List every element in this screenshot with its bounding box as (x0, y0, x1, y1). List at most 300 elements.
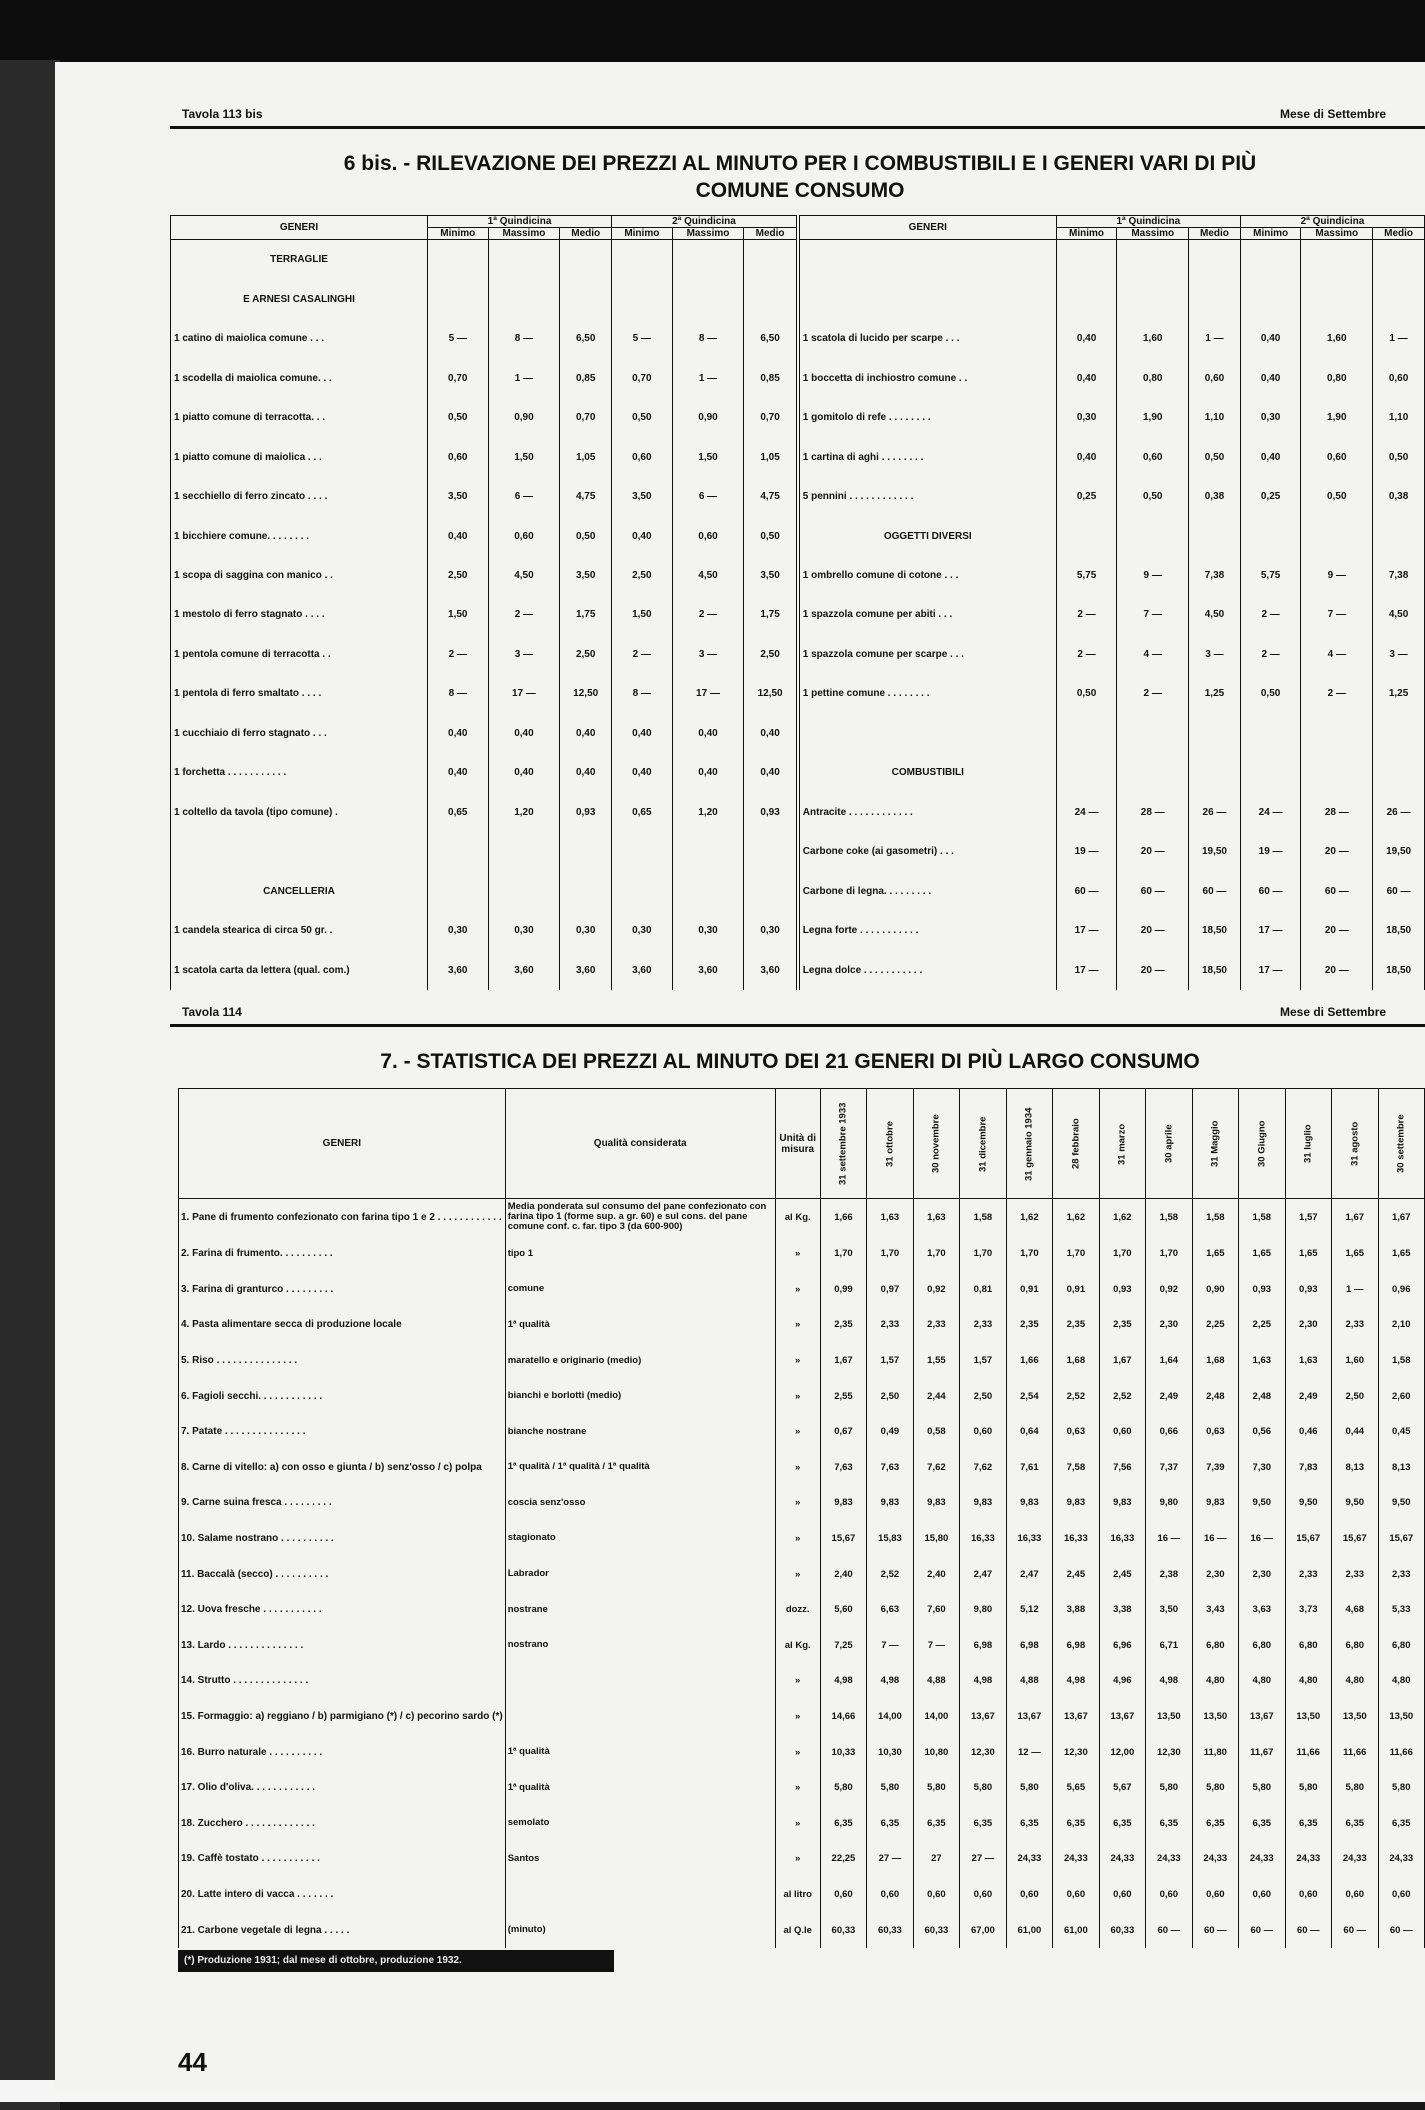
price-cell: 0,60 (913, 1877, 959, 1913)
price-cell: 1,62 (1053, 1199, 1099, 1236)
left-price-cell: 0,60 (672, 516, 744, 555)
table7-row (179, 1805, 1425, 1841)
price-cell: 0,60 (1099, 1414, 1145, 1450)
price-cell: 1,63 (1239, 1343, 1285, 1379)
left-price-cell (672, 240, 744, 280)
unita-label: » (775, 1343, 820, 1379)
price-cell: 1,65 (1285, 1236, 1331, 1272)
price-cell: 1,65 (1332, 1236, 1378, 1272)
price-cell: 7,39 (1192, 1450, 1238, 1486)
price-cell: 4,80 (1239, 1663, 1285, 1699)
right-price-cell (1373, 714, 1425, 753)
right-price-cell: 9 — (1117, 556, 1189, 595)
left-price-cell: 3,60 (560, 950, 612, 990)
price-cell: 9,83 (867, 1485, 913, 1521)
right-price-cell: 2 — (1056, 635, 1117, 674)
price-cell: 5,12 (1006, 1592, 1052, 1628)
right-price-cell (1117, 240, 1189, 280)
left-price-cell (488, 280, 560, 319)
price-cell: 11,66 (1285, 1734, 1331, 1770)
right-price-cell: 0,38 (1373, 477, 1425, 516)
qualita-label: bianche nostrane (505, 1414, 775, 1450)
price-cell: 1,58 (1239, 1199, 1285, 1236)
left-item-label: 1 mestolo di ferro stagnato . . . . (171, 595, 428, 634)
price-cell: 9,50 (1378, 1485, 1424, 1521)
price-cell: 12 — (1006, 1734, 1052, 1770)
price-cell: 11,66 (1332, 1734, 1378, 1770)
right-price-cell: 0,80 (1301, 358, 1373, 397)
price-cell: 6,35 (960, 1805, 1006, 1841)
price-cell: 6,35 (1099, 1805, 1145, 1841)
left-price-cell (428, 280, 489, 319)
right-price-cell: 24 — (1056, 792, 1117, 831)
left-price-cell (560, 280, 612, 319)
left-price-cell: 3,50 (744, 556, 798, 595)
right-price-cell: 1 — (1189, 319, 1241, 358)
price-cell: 15,67 (1285, 1521, 1331, 1557)
right-price-cell: 28 — (1117, 792, 1189, 831)
left-item-label: 1 secchiello di ferro zincato . . . . (171, 477, 428, 516)
qualita-label: stagionato (505, 1521, 775, 1557)
qualita-label: Labrador (505, 1556, 775, 1592)
right-price-cell: 0,60 (1301, 437, 1373, 476)
date-column-header: 30 Giugno (1239, 1089, 1285, 1199)
right-price-cell (1373, 240, 1425, 280)
scan-border-left (0, 60, 60, 2110)
right-price-cell: 17 — (1056, 950, 1117, 990)
price-cell: 6,35 (820, 1805, 866, 1841)
price-cell: 2,55 (820, 1378, 866, 1414)
right-price-cell: 4 — (1117, 635, 1189, 674)
price-cell: 1,70 (1099, 1236, 1145, 1272)
right-item-label: 1 spazzola comune per scarpe . . . (798, 635, 1057, 674)
right-price-cell: 0,40 (1240, 319, 1301, 358)
price-cell: 2,35 (1099, 1307, 1145, 1343)
left-item-label: 1 scopa di saggina con manico . . (171, 556, 428, 595)
left-price-cell: 17 — (488, 674, 560, 713)
price-cell: 24,33 (1099, 1841, 1145, 1877)
price-cell: 0,60 (1285, 1877, 1331, 1913)
price-cell: 5,60 (820, 1592, 866, 1628)
price-cell: 61,00 (1053, 1912, 1099, 1948)
price-cell: 16,33 (1006, 1521, 1052, 1557)
price-cell: 12,00 (1099, 1734, 1145, 1770)
price-cell: 6,80 (1285, 1627, 1331, 1663)
date-column-header: 31 Maggio (1192, 1089, 1238, 1199)
price-cell: 60 — (1239, 1912, 1285, 1948)
price-cell: 6,35 (1239, 1805, 1285, 1841)
right-price-cell: 19 — (1056, 832, 1117, 871)
right-price-cell: 17 — (1240, 950, 1301, 990)
price-cell: 0,67 (820, 1414, 866, 1450)
price-cell: 2,50 (960, 1378, 1006, 1414)
sub-max: Massimo (488, 228, 560, 240)
right-price-cell: 0,60 (1189, 358, 1241, 397)
right-price-cell: 1,10 (1189, 398, 1241, 437)
price-cell: 0,60 (1053, 1877, 1099, 1913)
left-price-cell: 1,05 (560, 437, 612, 476)
price-cell: 0,60 (820, 1877, 866, 1913)
left-price-cell: 1,50 (672, 437, 744, 476)
left-price-cell: 1,20 (672, 792, 744, 831)
qualita-label (505, 1877, 775, 1913)
left-price-cell (612, 280, 673, 319)
right-price-cell: 19,50 (1373, 832, 1425, 871)
price-cell: 7,63 (820, 1450, 866, 1486)
price-cell: 60 — (1192, 1912, 1238, 1948)
left-item-label (171, 832, 428, 871)
price-cell: 1,63 (867, 1199, 913, 1236)
price-cell: 4,96 (1099, 1663, 1145, 1699)
sub-max: Massimo (672, 228, 744, 240)
price-cell: 10,33 (820, 1734, 866, 1770)
left-price-cell: 8 — (488, 319, 560, 358)
price-cell: 7,60 (913, 1592, 959, 1628)
price-cell: 1,70 (867, 1236, 913, 1272)
right-price-cell: 1 — (1373, 319, 1425, 358)
price-cell: 2,35 (820, 1307, 866, 1343)
left-price-cell: 1,50 (428, 595, 489, 634)
table6-row (171, 437, 1425, 476)
date-column-header: 31 gennaio 1934 (1006, 1089, 1052, 1199)
left-price-cell: 0,70 (744, 398, 798, 437)
price-cell: 7,61 (1006, 1450, 1052, 1486)
right-price-cell: 1,25 (1189, 674, 1241, 713)
price-cell: 22,25 (820, 1841, 866, 1877)
price-cell: 1,62 (1006, 1199, 1052, 1236)
price-cell: 7,62 (960, 1450, 1006, 1486)
price-cell: 16 — (1239, 1521, 1285, 1557)
left-price-cell: 0,40 (560, 753, 612, 792)
footnote: (*) Produzione 1931; dal mese di ottobre, produzione 1932. (178, 1950, 614, 1972)
price-cell: 2,47 (1006, 1556, 1052, 1592)
price-cell: 4,98 (867, 1663, 913, 1699)
price-cell: 11,66 (1378, 1734, 1424, 1770)
right-price-cell: 3 — (1373, 635, 1425, 674)
price-cell: 24,33 (1053, 1841, 1099, 1877)
left-price-cell: 2 — (612, 635, 673, 674)
price-cell: 4,98 (1053, 1663, 1099, 1699)
price-cell: 6,35 (1332, 1805, 1378, 1841)
genere-label: 1. Pane di frumento confezionato con farina tipo 1 e 2 . . . . . . . . . . . . (179, 1199, 506, 1236)
right-price-cell (1056, 516, 1117, 555)
price-cell: 6,80 (1332, 1627, 1378, 1663)
price-cell: 0,96 (1378, 1272, 1424, 1308)
right-price-cell: 1,60 (1117, 319, 1189, 358)
price-cell: 0,60 (960, 1414, 1006, 1450)
price-cell: 60 — (1285, 1912, 1331, 1948)
left-price-cell (612, 240, 673, 280)
col-generi-left: GENERI (171, 216, 428, 240)
left-item-label: 1 candela stearica di circa 50 gr. . (171, 911, 428, 950)
price-cell: 2,44 (913, 1378, 959, 1414)
price-cell: 0,97 (867, 1272, 913, 1308)
left-price-cell (560, 871, 612, 910)
unita-label: » (775, 1734, 820, 1770)
price-cell: 5,80 (820, 1770, 866, 1806)
price-cell: 16,33 (960, 1521, 1006, 1557)
left-price-cell: 12,50 (744, 674, 798, 713)
price-cell: 13,50 (1378, 1699, 1424, 1735)
price-cell: 1,65 (1378, 1236, 1424, 1272)
right-price-cell (1301, 516, 1373, 555)
price-cell: 14,66 (820, 1699, 866, 1735)
left-price-cell: 1 — (672, 358, 744, 397)
price-cell: 12,30 (1146, 1734, 1192, 1770)
price-cell: 3,88 (1053, 1592, 1099, 1628)
left-item-label: CANCELLERIA (171, 871, 428, 910)
left-price-cell: 0,40 (612, 714, 673, 753)
left-price-cell: 8 — (612, 674, 673, 713)
price-cell: 2,30 (1146, 1307, 1192, 1343)
date-column-header: 31 marzo (1099, 1089, 1145, 1199)
price-cell: 8,13 (1378, 1450, 1424, 1486)
right-price-cell: 2 — (1240, 635, 1301, 674)
month-top: Mese di Settembre (1280, 107, 1387, 121)
price-cell: 60 — (1378, 1912, 1424, 1948)
date-column-header: 31 agosto (1332, 1089, 1378, 1199)
table7-row (179, 1236, 1425, 1272)
price-cell: 2,49 (1146, 1378, 1192, 1414)
right-price-cell: 28 — (1301, 792, 1373, 831)
table7-row (179, 1841, 1425, 1877)
right-price-cell: 0,50 (1373, 437, 1425, 476)
price-cell: 4,80 (1192, 1663, 1238, 1699)
left-price-cell: 0,40 (488, 753, 560, 792)
price-cell: 1,65 (1239, 1236, 1285, 1272)
price-cell: 6,35 (1378, 1805, 1424, 1841)
price-cell: 7,58 (1053, 1450, 1099, 1486)
right-price-cell: 0,25 (1056, 477, 1117, 516)
price-cell: 1,70 (960, 1236, 1006, 1272)
qualita-label: nostrano (505, 1627, 775, 1663)
left-price-cell: 4,75 (744, 477, 798, 516)
genere-label: 12. Uova fresche . . . . . . . . . . . (179, 1592, 506, 1628)
right-price-cell: 0,40 (1240, 437, 1301, 476)
table6-row (171, 595, 1425, 634)
right-price-cell (1301, 280, 1373, 319)
right-item-label: 1 pettine comune . . . . . . . . (798, 674, 1057, 713)
right-price-cell (1056, 714, 1117, 753)
price-cell: 2,33 (960, 1307, 1006, 1343)
right-price-cell: 0,50 (1117, 477, 1189, 516)
qualita-label: Santos (505, 1841, 775, 1877)
price-cell: 5,67 (1099, 1770, 1145, 1806)
price-cell: 61,00 (1006, 1912, 1052, 1948)
left-price-cell: 0,90 (672, 398, 744, 437)
price-cell: 2,54 (1006, 1378, 1052, 1414)
left-price-cell: 0,30 (560, 911, 612, 950)
sub-med: Medio (560, 228, 612, 240)
right-price-cell: 0,40 (1056, 358, 1117, 397)
price-cell: 0,60 (1332, 1877, 1378, 1913)
right-price-cell (1373, 516, 1425, 555)
right-price-cell (1056, 240, 1117, 280)
price-cell: 7,37 (1146, 1450, 1192, 1486)
price-cell: 2,25 (1192, 1307, 1238, 1343)
table6 (170, 215, 1425, 990)
sub-med: Medio (1189, 228, 1241, 240)
unita-label: » (775, 1556, 820, 1592)
right-price-cell: 18,50 (1373, 911, 1425, 950)
price-cell: 8,13 (1332, 1450, 1378, 1486)
price-cell: 2,52 (1053, 1378, 1099, 1414)
right-item-label (798, 240, 1057, 280)
left-price-cell: 3,50 (428, 477, 489, 516)
table6-row (171, 516, 1425, 555)
table6-row (171, 792, 1425, 831)
left-price-cell: 0,40 (428, 753, 489, 792)
price-cell: 0,45 (1378, 1414, 1424, 1450)
price-cell: 1,66 (1006, 1343, 1052, 1379)
price-cell: 0,93 (1099, 1272, 1145, 1308)
qualita-label (505, 1699, 775, 1735)
col-generi: GENERI (179, 1089, 506, 1199)
left-price-cell: 2,50 (612, 556, 673, 595)
right-price-cell: 60 — (1117, 871, 1189, 910)
table6-row (171, 635, 1425, 674)
price-cell: 24,33 (1239, 1841, 1285, 1877)
qualita-label: comune (505, 1272, 775, 1308)
price-cell: 60 — (1146, 1912, 1192, 1948)
price-cell: 1,58 (960, 1199, 1006, 1236)
table7-row (179, 1770, 1425, 1806)
left-price-cell: 0,93 (744, 792, 798, 831)
left-price-cell (560, 832, 612, 871)
price-cell: 0,60 (1192, 1877, 1238, 1913)
left-price-cell (612, 871, 673, 910)
right-price-cell (1189, 240, 1241, 280)
left-price-cell: 1,50 (488, 437, 560, 476)
right-price-cell: 4 — (1301, 635, 1373, 674)
price-cell: 5,80 (1239, 1770, 1285, 1806)
sub-max: Massimo (1117, 228, 1189, 240)
table7-row (179, 1378, 1425, 1414)
left-price-cell (744, 240, 798, 280)
price-cell: 2,50 (1332, 1378, 1378, 1414)
qualita-label: nostrane (505, 1592, 775, 1628)
price-cell: 6,80 (1192, 1627, 1238, 1663)
unita-label: al Kg. (775, 1627, 820, 1663)
right-price-cell (1301, 753, 1373, 792)
right-price-cell: 60 — (1301, 871, 1373, 910)
page-number: 44 (178, 2047, 207, 2077)
right-item-label (798, 280, 1057, 319)
left-item-label: 1 scodella di maiolica comune. . . (171, 358, 428, 397)
price-cell: 2,33 (1378, 1556, 1424, 1592)
price-cell: 24,33 (1192, 1841, 1238, 1877)
left-price-cell: 2,50 (744, 635, 798, 674)
price-cell: 2,40 (820, 1556, 866, 1592)
right-price-cell: 2 — (1301, 674, 1373, 713)
right-price-cell: 26 — (1189, 792, 1241, 831)
price-cell: 14,00 (913, 1699, 959, 1735)
price-cell: 9,50 (1239, 1485, 1285, 1521)
right-price-cell (1240, 280, 1301, 319)
price-cell: 2,10 (1378, 1307, 1424, 1343)
right-price-cell: 0,80 (1117, 358, 1189, 397)
price-cell: 1,58 (1192, 1199, 1238, 1236)
price-cell: 0,58 (913, 1414, 959, 1450)
price-cell: 13,67 (1006, 1699, 1052, 1735)
sub-min: Minimo (612, 228, 673, 240)
price-cell: 4,80 (1332, 1663, 1378, 1699)
table7-row (179, 1307, 1425, 1343)
genere-label: 16. Burro naturale . . . . . . . . . . (179, 1734, 506, 1770)
price-cell: 9,50 (1332, 1485, 1378, 1521)
left-price-cell: 0,85 (560, 358, 612, 397)
right-price-cell: 19 — (1240, 832, 1301, 871)
table6-row (171, 477, 1425, 516)
table6-row (171, 398, 1425, 437)
left-item-label: 1 coltello da tavola (tipo comune) . (171, 792, 428, 831)
qualita-label: 1ª qualità (505, 1770, 775, 1806)
right-price-cell: 20 — (1117, 950, 1189, 990)
left-price-cell: 0,50 (428, 398, 489, 437)
price-cell: 6,96 (1099, 1627, 1145, 1663)
price-cell: 1,58 (1378, 1343, 1424, 1379)
price-cell: 1,70 (1053, 1236, 1099, 1272)
price-cell: 24,33 (1332, 1841, 1378, 1877)
price-cell: 15,67 (820, 1521, 866, 1557)
month-bottom: Mese di Settembre (1280, 1005, 1387, 1019)
price-cell: 24,33 (1378, 1841, 1424, 1877)
table7-row (179, 1556, 1425, 1592)
right-price-cell: 0,25 (1240, 477, 1301, 516)
right-item-label (798, 714, 1057, 753)
price-cell: 0,92 (913, 1272, 959, 1308)
price-cell: 13,50 (1146, 1699, 1192, 1735)
right-price-cell (1373, 280, 1425, 319)
price-cell: 7,63 (867, 1450, 913, 1486)
price-cell: 6,80 (1239, 1627, 1285, 1663)
left-price-cell: 1,20 (488, 792, 560, 831)
right-price-cell (1189, 280, 1241, 319)
price-cell: 0,90 (1192, 1272, 1238, 1308)
left-price-cell: 17 — (672, 674, 744, 713)
left-price-cell: 1,05 (744, 437, 798, 476)
price-cell: 24,33 (1146, 1841, 1192, 1877)
right-price-cell: 4,50 (1373, 595, 1425, 634)
right-price-cell (1056, 280, 1117, 319)
right-price-cell: 0,60 (1117, 437, 1189, 476)
right-item-label: 1 cartina di aghi . . . . . . . . (798, 437, 1057, 476)
price-cell: 1,63 (1285, 1343, 1331, 1379)
price-cell: 7,56 (1099, 1450, 1145, 1486)
left-price-cell: 0,60 (428, 437, 489, 476)
right-price-cell: 20 — (1301, 832, 1373, 871)
qualita-label: Media ponderata sul consumo del pane confezionato con farina tipo 1 (forme sup. a gr. 60) e sul cons. del pane comune conf. c. far. tipo 3 (da 600-900) (505, 1199, 775, 1236)
genere-label: 3. Farina di granturco . . . . . . . . . (179, 1272, 506, 1308)
sub-min: Minimo (428, 228, 489, 240)
right-price-cell: 2 — (1117, 674, 1189, 713)
price-cell: 9,83 (1053, 1485, 1099, 1521)
table6-title: 6 bis. - RILEVAZIONE DEI PREZZI AL MINUTO PER I COMBUSTIBILI E I GENERI VARI DI PIÙ COMUNE CONSUMO (343, 152, 1257, 202)
price-cell: 0,60 (1006, 1877, 1052, 1913)
price-cell: 0,60 (1378, 1877, 1424, 1913)
mid-rule (170, 1024, 1425, 1027)
price-cell: 9,83 (1099, 1485, 1145, 1521)
price-cell: 6,63 (867, 1592, 913, 1628)
left-price-cell: 4,50 (672, 556, 744, 595)
right-price-cell: 18,50 (1373, 950, 1425, 990)
table7-row (179, 1877, 1425, 1913)
price-cell: 2,50 (867, 1378, 913, 1414)
left-price-cell: 4,50 (488, 556, 560, 595)
right-price-cell: 1,25 (1373, 674, 1425, 713)
price-cell: 7,62 (913, 1450, 959, 1486)
right-price-cell: 0,40 (1056, 319, 1117, 358)
